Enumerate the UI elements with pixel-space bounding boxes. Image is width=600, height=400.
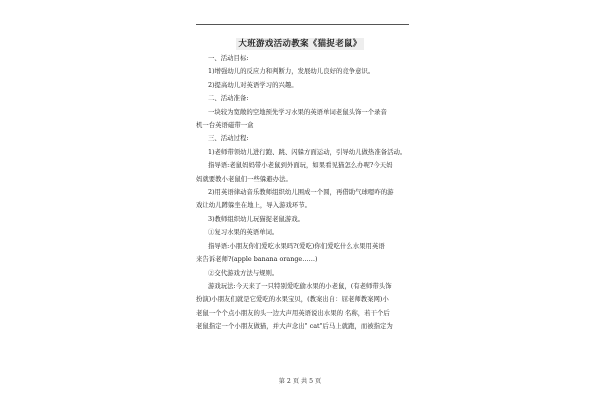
text-line: 二、活动准备: (208, 94, 249, 103)
text-line: 指导语:老鼠妈妈带小老鼠到外面玩，如果看见猫怎么办呢?今天妈 (208, 161, 393, 170)
text-line: 一、活动目标: (208, 54, 249, 62)
page-footer: 第 2 页 共 5 页 (278, 378, 322, 385)
text-line: 机一台英语磁带一盒 (196, 121, 254, 130)
text-line: 2)用英语律动音乐教师组织幼儿围成一个圆，再借助气球嗯咋的游 (208, 188, 394, 197)
text-line: 2)提高幼儿对英语学习的兴趣。 (208, 80, 298, 89)
text-line: 游戏玩法:今天来了一只特别爱吃偷水果的小老鼠，(有老师带头饰 (208, 281, 392, 290)
text-line: 三、活动过程: (208, 134, 249, 143)
text-line: 3)教师组织幼儿玩猫捉老鼠游戏。 (208, 214, 305, 223)
text-line: 来告诉老师?(apple banana orange……) (196, 255, 318, 264)
text-line: 1)老师带领幼儿进行跑、跳、闪躲方面运动，引导幼儿做热准备活动。 (208, 147, 407, 156)
text-line: 老鼠一个个点小朋友的头一边大声用英语说出水果的 名称，若干个后 (196, 308, 390, 317)
text-line: 妈就要教小老鼠们一些躲避办法。 (196, 174, 292, 183)
title-text: 大班游戏活动教案《猫捉老鼠》 (238, 39, 362, 49)
text-line: 戏让幼儿蹲躲坐在地上，导入游戏环节。 (196, 201, 312, 210)
text-line: ②交代游戏方法与规则。 (208, 268, 279, 277)
document-body (196, 52, 410, 334)
text-line: ①复习水果的英语单词。 (208, 228, 279, 237)
text-line: 一块较为宽敞的空地预先学习水果的英语单词老鼠头饰一个录音 (208, 107, 387, 116)
text-line: 指导语:小朋友你们爱吃水果吗?(爱吃)你们爱吃什么水果用英语 (208, 241, 385, 250)
text-line: 老鼠指定一个小朋友做猫，并大声念出" cat"后马上就跑，而被指定为 (196, 322, 393, 331)
header-rule (196, 24, 409, 25)
text-line: 扮演)小朋友们就是它爱吃的水果宝贝，(教案出自：屈老师教案网)小 (196, 295, 389, 304)
document-title (0, 37, 600, 49)
text-line: 1)增强幼儿的反应力和判断力，发展幼儿良好的竞争意识。 (208, 67, 375, 76)
